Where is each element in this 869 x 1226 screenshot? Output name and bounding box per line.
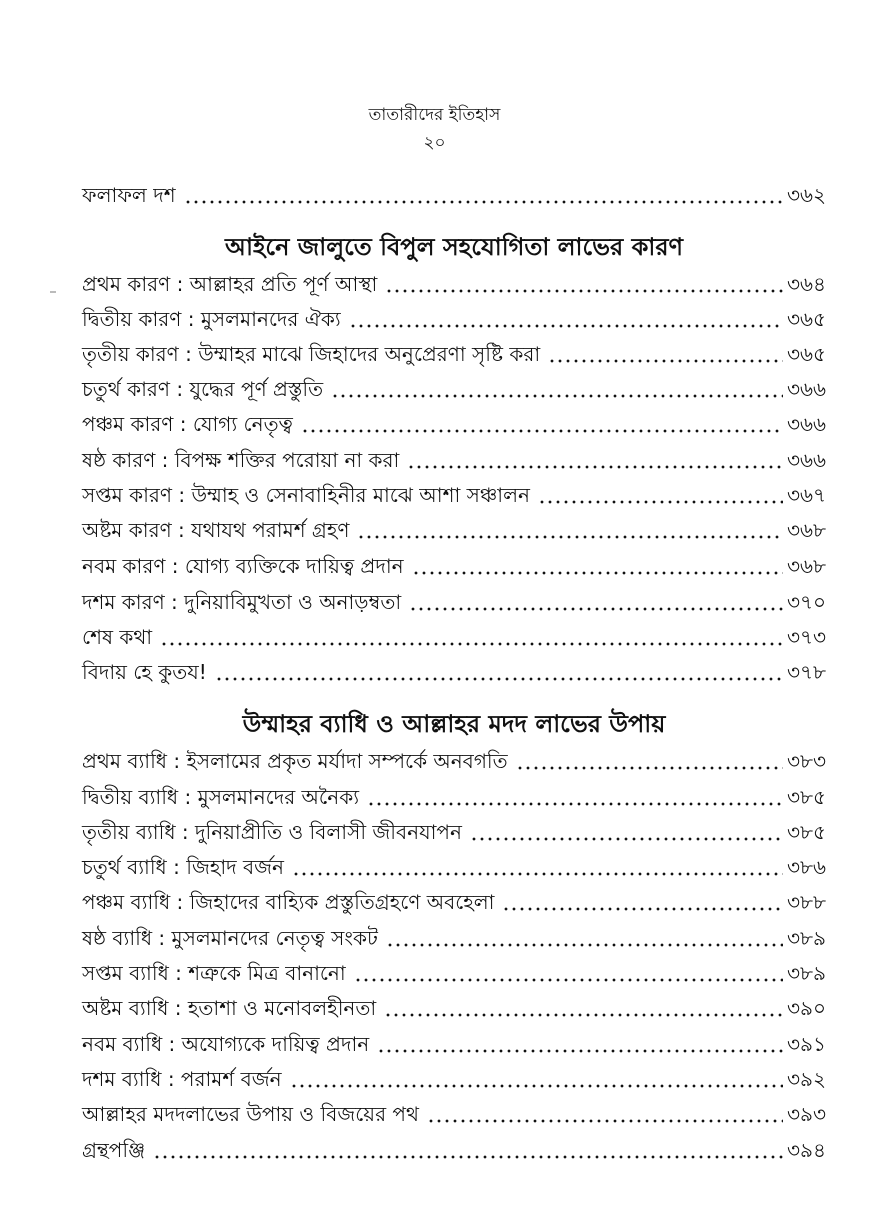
dot-leader [548,337,783,371]
toc-entry-title: পঞ্চম ব্যাধি : জিহাদের বাহ্যিক প্রস্তুতিগ্রহণে অবহেলা [82,890,495,914]
section-heading-ain-jalut: আইনে জালুতে বিপুল সহযোগিতা লাভের কারণ [224,233,684,261]
toc-entry-page: ৩৬৬ [786,377,826,401]
toc-entry-page: ৩৬৮ [787,518,826,542]
toc-entry [82,337,826,371]
toc-entry-page: ৩৬৮ [787,554,826,578]
toc-entry-page: ৩৯২ [787,1067,826,1091]
toc-entry-title: গ্রন্থপঞ্জি [82,1138,146,1162]
toc-entry [82,407,826,441]
toc-entry-title: অষ্টম ব্যাধি : হতাশা ও মনোবলহীনতা [82,996,377,1020]
toc-entry-title: প্রথম ব্যাধি : ইসলামের প্রকৃত মর্যাদা সম্পর্কে অনবগতি [82,749,508,773]
toc-entry-page: ৩৬৭ [786,483,826,507]
dot-leader [377,1027,783,1061]
toc-entry-page: ৩৬৫ [787,342,826,366]
dot-leader [516,744,783,778]
dot-leader [160,620,783,654]
dot-leader [385,267,783,301]
toc-entry-title: দশম ব্যাধি : পরামর্শ বর্জন [82,1067,282,1091]
running-title: তাতারীদের ইতিহাস [368,105,501,125]
toc-entry [82,815,826,849]
toc-entry [82,372,826,406]
toc-entry [82,1133,826,1167]
toc-entry-title: দশম কারণ : দুনিয়াবিমুখতা ও অনাড়ম্বতা [82,590,402,614]
dot-leader [427,1097,783,1131]
toc-entry [82,585,826,619]
toc-entry [82,1062,826,1096]
toc-entry-title: নবম ব্যাধি : অযোগ্যকে দায়িত্ব প্রদান [82,1032,370,1056]
stray-mark [50,291,56,293]
dot-leader [331,372,783,406]
toc-entry [82,478,826,512]
dot-leader [290,1062,783,1096]
toc-entry-falafal-dosh [82,178,826,212]
toc-entry-title: চতুর্থ ব্যাধি : জিহাদ বর্জন [82,855,284,879]
toc-entry-title: আল্লাহর মদদলাভের উপায় ও বিজয়ের পথ [82,1102,419,1126]
toc-entry-page: ৩৬২ [786,183,826,207]
toc-entry-page: ৩৭৩ [786,625,826,649]
toc-entry-page: ৩৬৫ [787,307,826,331]
toc-entry-page: ৩৯১ [787,1032,826,1056]
toc-entry-page: ৩৬৬ [786,448,826,472]
dot-leader [349,302,783,336]
toc-entry [82,991,826,1025]
toc-entry-title: চতুর্থ কারণ : যুদ্ধের পূর্ণ প্রস্তুতি [82,377,324,401]
toc-entry [82,302,826,336]
page-number: ২০ [423,133,446,153]
dot-leader [409,585,783,619]
toc-entry [82,1097,826,1131]
toc-entry-page: ৩৮৩ [787,749,826,773]
toc-entry-page: ৩৭০ [786,590,826,614]
toc-entry-title: ফলাফল দশ [82,183,176,207]
toc-entry-title: তৃতীয় কারণ : উম্মাহর মাঝে জিহাদের অনুপ্রেরণা সৃষ্টি করা [82,342,541,366]
toc-entry-title: পঞ্চম কারণ : যোগ্য নেতৃত্ব [82,412,293,436]
toc-entry-title: সপ্তম ব্যাধি : শত্রুকে মিত্র বানানো [82,961,346,985]
toc-entry [82,655,826,689]
toc-entry-page: ৩৮৯ [787,926,826,950]
dot-leader [384,991,783,1025]
toc-entry-page: ৩৬৬ [786,412,826,436]
toc-entry-page: ৩৮৮ [787,890,826,914]
toc-entry [82,513,826,547]
dot-leader [538,478,783,512]
toc-entry-title: বিদায় হে কুতয! [82,660,207,684]
toc-entry [82,549,826,583]
toc-entry [82,620,826,654]
toc-entry-title: শেষ কথা [82,625,153,649]
dot-leader [301,407,783,441]
toc-entry-title: ষষ্ঠ ব্যাধি : মুসলমানদের নেতৃত্ব সংকট [82,926,378,950]
toc-entry [82,1027,826,1061]
toc-entry-title: প্রথম কারণ : আল্লাহর প্রতি পূর্ণ আস্থা [82,272,378,296]
dot-leader [153,1133,783,1167]
toc-entry-page: ৩৯৪ [787,1138,826,1162]
toc-entry [82,780,826,814]
dot-leader [367,780,783,814]
toc-entry-page: ৩৯০ [787,996,826,1020]
toc-entry-page: ৩৯৩ [787,1102,826,1126]
toc-entry-title: দ্বিতীয় ব্যাধি : মুসলমানদের অনৈক্য [82,785,360,809]
toc-entry-title: সপ্তম কারণ : উম্মাহ ও সেনাবাহিনীর মাঝে আশা সঞ্চালন [82,483,530,507]
toc-entry-page: ৩৭৮ [787,660,826,684]
toc-entry [82,956,826,990]
dot-leader [184,178,783,212]
toc-entry-page: ৩৬৪ [787,272,826,296]
dot-leader [354,956,783,990]
section-heading-ummah-byadhi: উম্মাহর ব্যাধি ও আল্লাহর মদদ লাভের উপায় [242,710,666,738]
toc-entry [82,885,826,919]
toc-entry [82,443,826,477]
toc-entry [82,744,826,778]
dot-leader [407,443,783,477]
dot-leader [357,513,783,547]
dot-leader [386,921,783,955]
toc-entry-page: ৩৮৫ [787,820,826,844]
toc-entry [82,921,826,955]
toc-entry [82,267,826,301]
toc-entry-title: দ্বিতীয় কারণ : মুসলমানদের ঐক্য [82,307,341,331]
toc-entry-title: ষষ্ঠ কারণ : বিপক্ষ শক্তির পরোয়া না করা [82,448,400,472]
toc-entry-title: তৃতীয় ব্যাধি : দুনিয়াপ্রীতি ও বিলাসী জীবনযাপন [82,820,462,844]
dot-leader [412,549,783,583]
toc-entry-page: ৩৮৫ [787,785,826,809]
dot-leader [292,850,783,884]
toc-entry-page: ৩৮৯ [787,961,826,985]
dot-leader [215,655,783,689]
dot-leader [470,815,783,849]
dot-leader [502,885,783,919]
toc-entry-page: ৩৮৬ [787,855,826,879]
toc-entry [82,850,826,884]
toc-entry-title: অষ্টম কারণ : যথাযথ পরামর্শ গ্রহণ [82,518,350,542]
toc-entry-title: নবম কারণ : যোগ্য ব্যক্তিকে দায়িত্ব প্রদান [82,554,404,578]
